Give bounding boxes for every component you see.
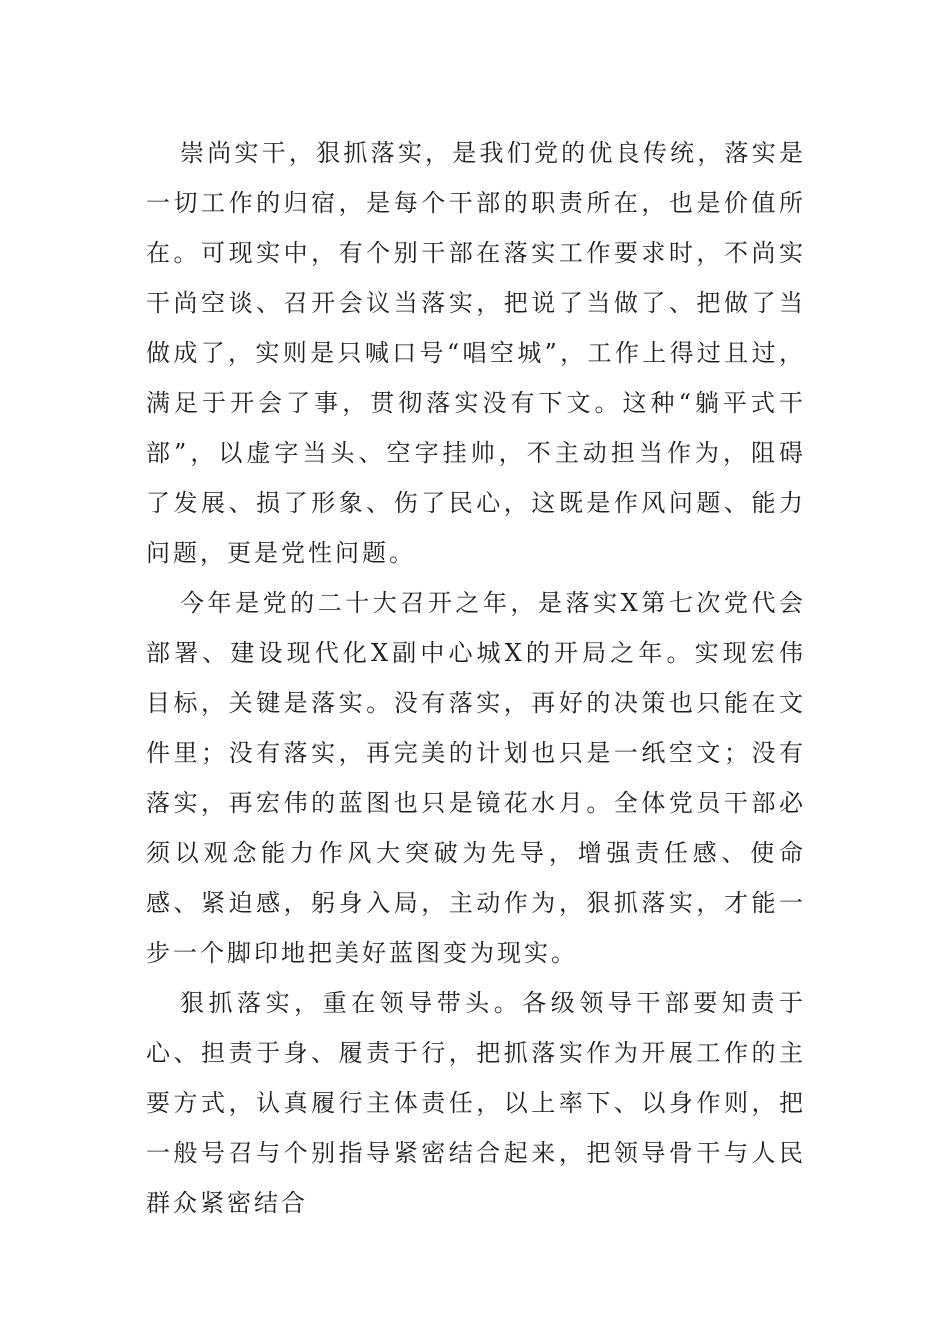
document-body [146, 128, 806, 1228]
paragraph-1: 崇尚实干，狠抓落实，是我们党的优良传统，落实是一切工作的归宿，是每个干部的职责所在，也是价值所在。可现实中，有个别干部在落实工作要求时，不尚实干尚空谈、召开会议当落实，把说了当做了、把做了当做成了，实则是只喊口号“唱空城”，工作上得过且过，满足于开会了事，贯彻落实没有下文。这种“躺平式干部”，以虚字当头、空字挂帅，不主动担当作为，阻碍了发展、损了形象、伤了民心，这既是作风问题、能力问题，更是党性问题。 [146, 139, 806, 567]
paragraph-3: 狠抓落实，重在领导带头。各级领导干部要知责于心、担责于身、履责于行，把抓落实作为开展工作的主要方式，认真履行主体责任，以上率下、以身作则，把一般号召与个别指导紧密结合起来，把领导骨干与人民群众紧密结合 [146, 989, 806, 1217]
paragraph-2: 今年是党的二十大召开之年，是落实X第七次党代会部署、建设现代化X副中心城X的开局之年。实现宏伟目标，关键是落实。没有落实，再好的决策也只能在文件里；没有落实，再完美的计划也只是一纸空文；没有落实，再宏伟的蓝图也只是镜花水月。全体党员干部必须以观念能力作风大突破为先导，增强责任感、使命感、紧迫感，躬身入局，主动作为，狠抓落实，才能一步一个脚印地把美好蓝图变为现实。 [146, 589, 806, 967]
